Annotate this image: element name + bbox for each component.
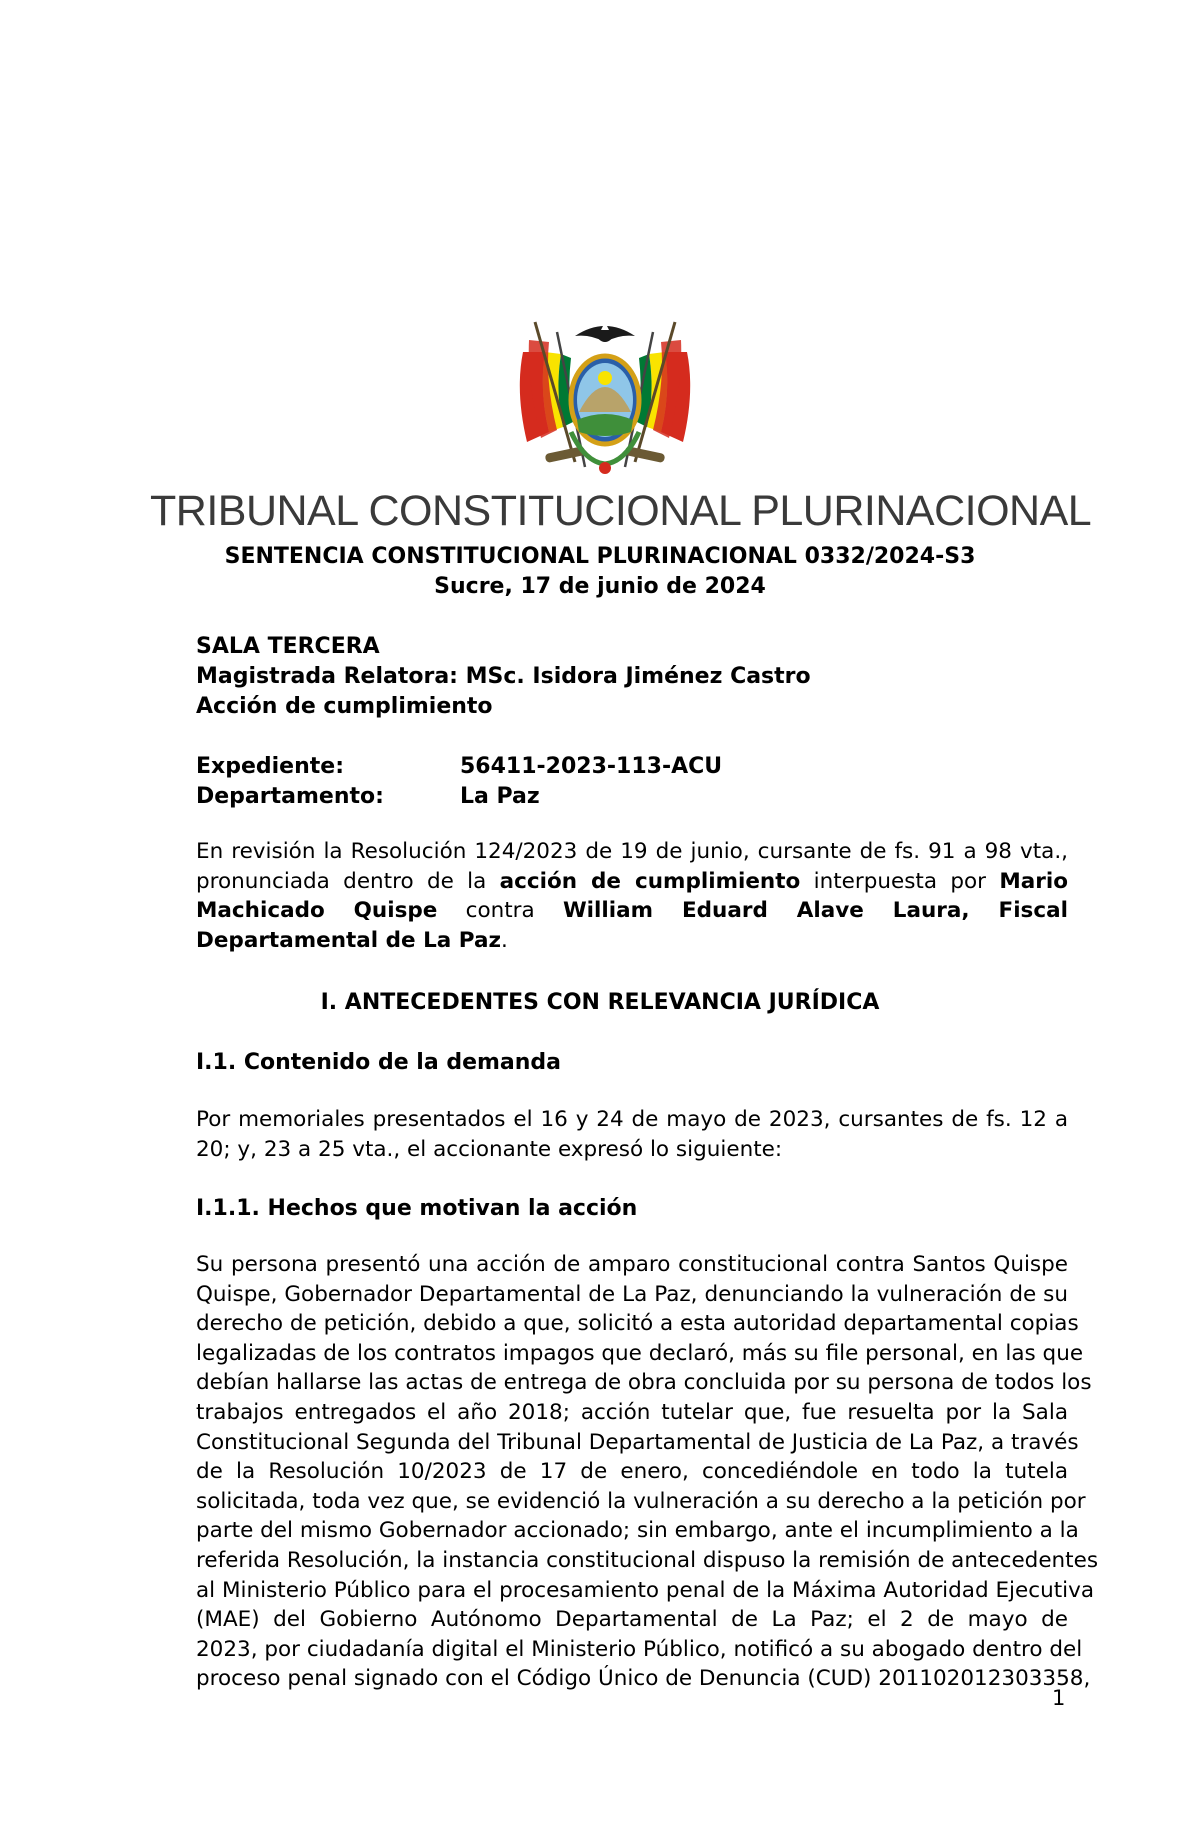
hechos-line: proceso penal signado con el Código Único de Denuncia (CUD) 201102012303358, [196, 1666, 1091, 1692]
hechos-line: 2023, por ciudadanía digital el Ministerio Público, notificó a su abogado dentro del [196, 1636, 1083, 1662]
intro-text-5: . [501, 927, 508, 953]
intro-text-3: interpuesta por [800, 868, 1000, 894]
hechos-line: al Ministerio Público para el procesamiento penal de la Máxima Autoridad Ejecutiva [196, 1577, 1094, 1603]
intro-bold-departamental: Departamental de La Paz [196, 927, 501, 953]
hechos-line: Su persona presentó una acción de amparo constitucional contra Santos Quispe [196, 1252, 1068, 1277]
hechos-line: trabajos entregados el año 2018; acción tutelar que, fue resuelta por la Sala [196, 1399, 1068, 1425]
intro-line-3 [196, 896, 1068, 926]
hechos-line: derecho de petición, debido a que, solicitó a esta autoridad departamental copias [196, 1311, 1079, 1337]
hechos-line: (MAE) del Gobierno Autónomo Departamental de La Paz; el 2 de mayo de [196, 1607, 1068, 1633]
intro-text-1: En revisión la Resolución 124/2023 de 19 de junio, cursante de fs. 91 a 98 vta., [196, 839, 1068, 864]
intro-line-1 [196, 837, 1068, 867]
expediente-label: Expediente: [196, 754, 344, 779]
hechos-line: solicitada, toda vez que, se evidenció la vulneración a su derecho a la petición por [196, 1488, 1086, 1514]
intro-bold-machicado: Machicado Quispe [196, 898, 438, 924]
intro-line-4 [196, 926, 1068, 956]
institution-name: TRIBUNAL CONSTITUCIONAL PLURINACIONAL [150, 487, 1092, 535]
hechos-line: Quispe, Gobernador Departamental de La Paz, denunciando la vulneración de su [196, 1281, 1068, 1307]
sentence-date: Sucre, 17 de junio de 2024 [434, 574, 766, 599]
hechos-line: Constitucional Segunda del Tribunal Departamental de Justicia de La Paz, a través [196, 1429, 1079, 1455]
departamento-label: Departamento: [196, 784, 384, 809]
demanda-paragraph [196, 1105, 1068, 1164]
intro-bold-mario: Mario [999, 868, 1068, 894]
hechos-line: referida Resolución, la instancia constitucional dispuso la remisión de antecedentes [196, 1547, 1099, 1573]
sala-label: SALA TERCERA [196, 634, 380, 659]
hechos-paragraph [196, 1250, 1099, 1694]
hechos-line: debían hallarse las actas de entrega de obra concluida por su persona de todos los [196, 1370, 1092, 1396]
subsection-title: I.1. Contenido de la demanda [196, 1050, 562, 1075]
intro-line-2 [196, 867, 1068, 897]
expediente-value: 56411-2023-113-ACU [460, 754, 723, 779]
hechos-line: de la Resolución 10/2023 de 17 de enero, concediéndole en todo la tutela [196, 1459, 1068, 1485]
intro-text-4: contra [437, 898, 563, 924]
coat-of-arms-emblem [505, 312, 705, 480]
demanda-line: Por memoriales presentados el 16 y 24 de mayo de 2023, cursantes de fs. 12 a [196, 1107, 1068, 1132]
section-title: I. ANTECEDENTES CON RELEVANCIA JURÍDICA [320, 990, 880, 1015]
intro-paragraph [196, 837, 1068, 955]
sentence-title: SENTENCIA CONSTITUCIONAL PLURINACIONAL 0332/2024-S3 [224, 544, 976, 569]
demanda-line: 20; y, 23 a 25 vta., el accionante expresó lo siguiente: [196, 1136, 783, 1162]
intro-bold-accion: acción de cumplimiento [499, 868, 801, 894]
hechos-line: parte del mismo Gobernador accionado; sin embargo, ante el incumplimiento a la [196, 1518, 1079, 1544]
subsubsection-title: I.1.1. Hechos que motivan la acción [196, 1196, 638, 1221]
intro-text-2: pronunciada dentro de la [196, 868, 500, 894]
departamento-value: La Paz [460, 784, 540, 809]
magistrada-line: Magistrada Relatora: MSc. Isidora Jiménez Castro [196, 664, 811, 689]
accion-line: Acción de cumplimiento [196, 694, 493, 719]
page-number: 1 [1052, 1686, 1066, 1710]
hechos-line: legalizadas de los contratos impagos que declaró, más su file personal, en las que [196, 1340, 1084, 1366]
intro-bold-william: William Eduard Alave Laura, Fiscal [562, 898, 1068, 924]
